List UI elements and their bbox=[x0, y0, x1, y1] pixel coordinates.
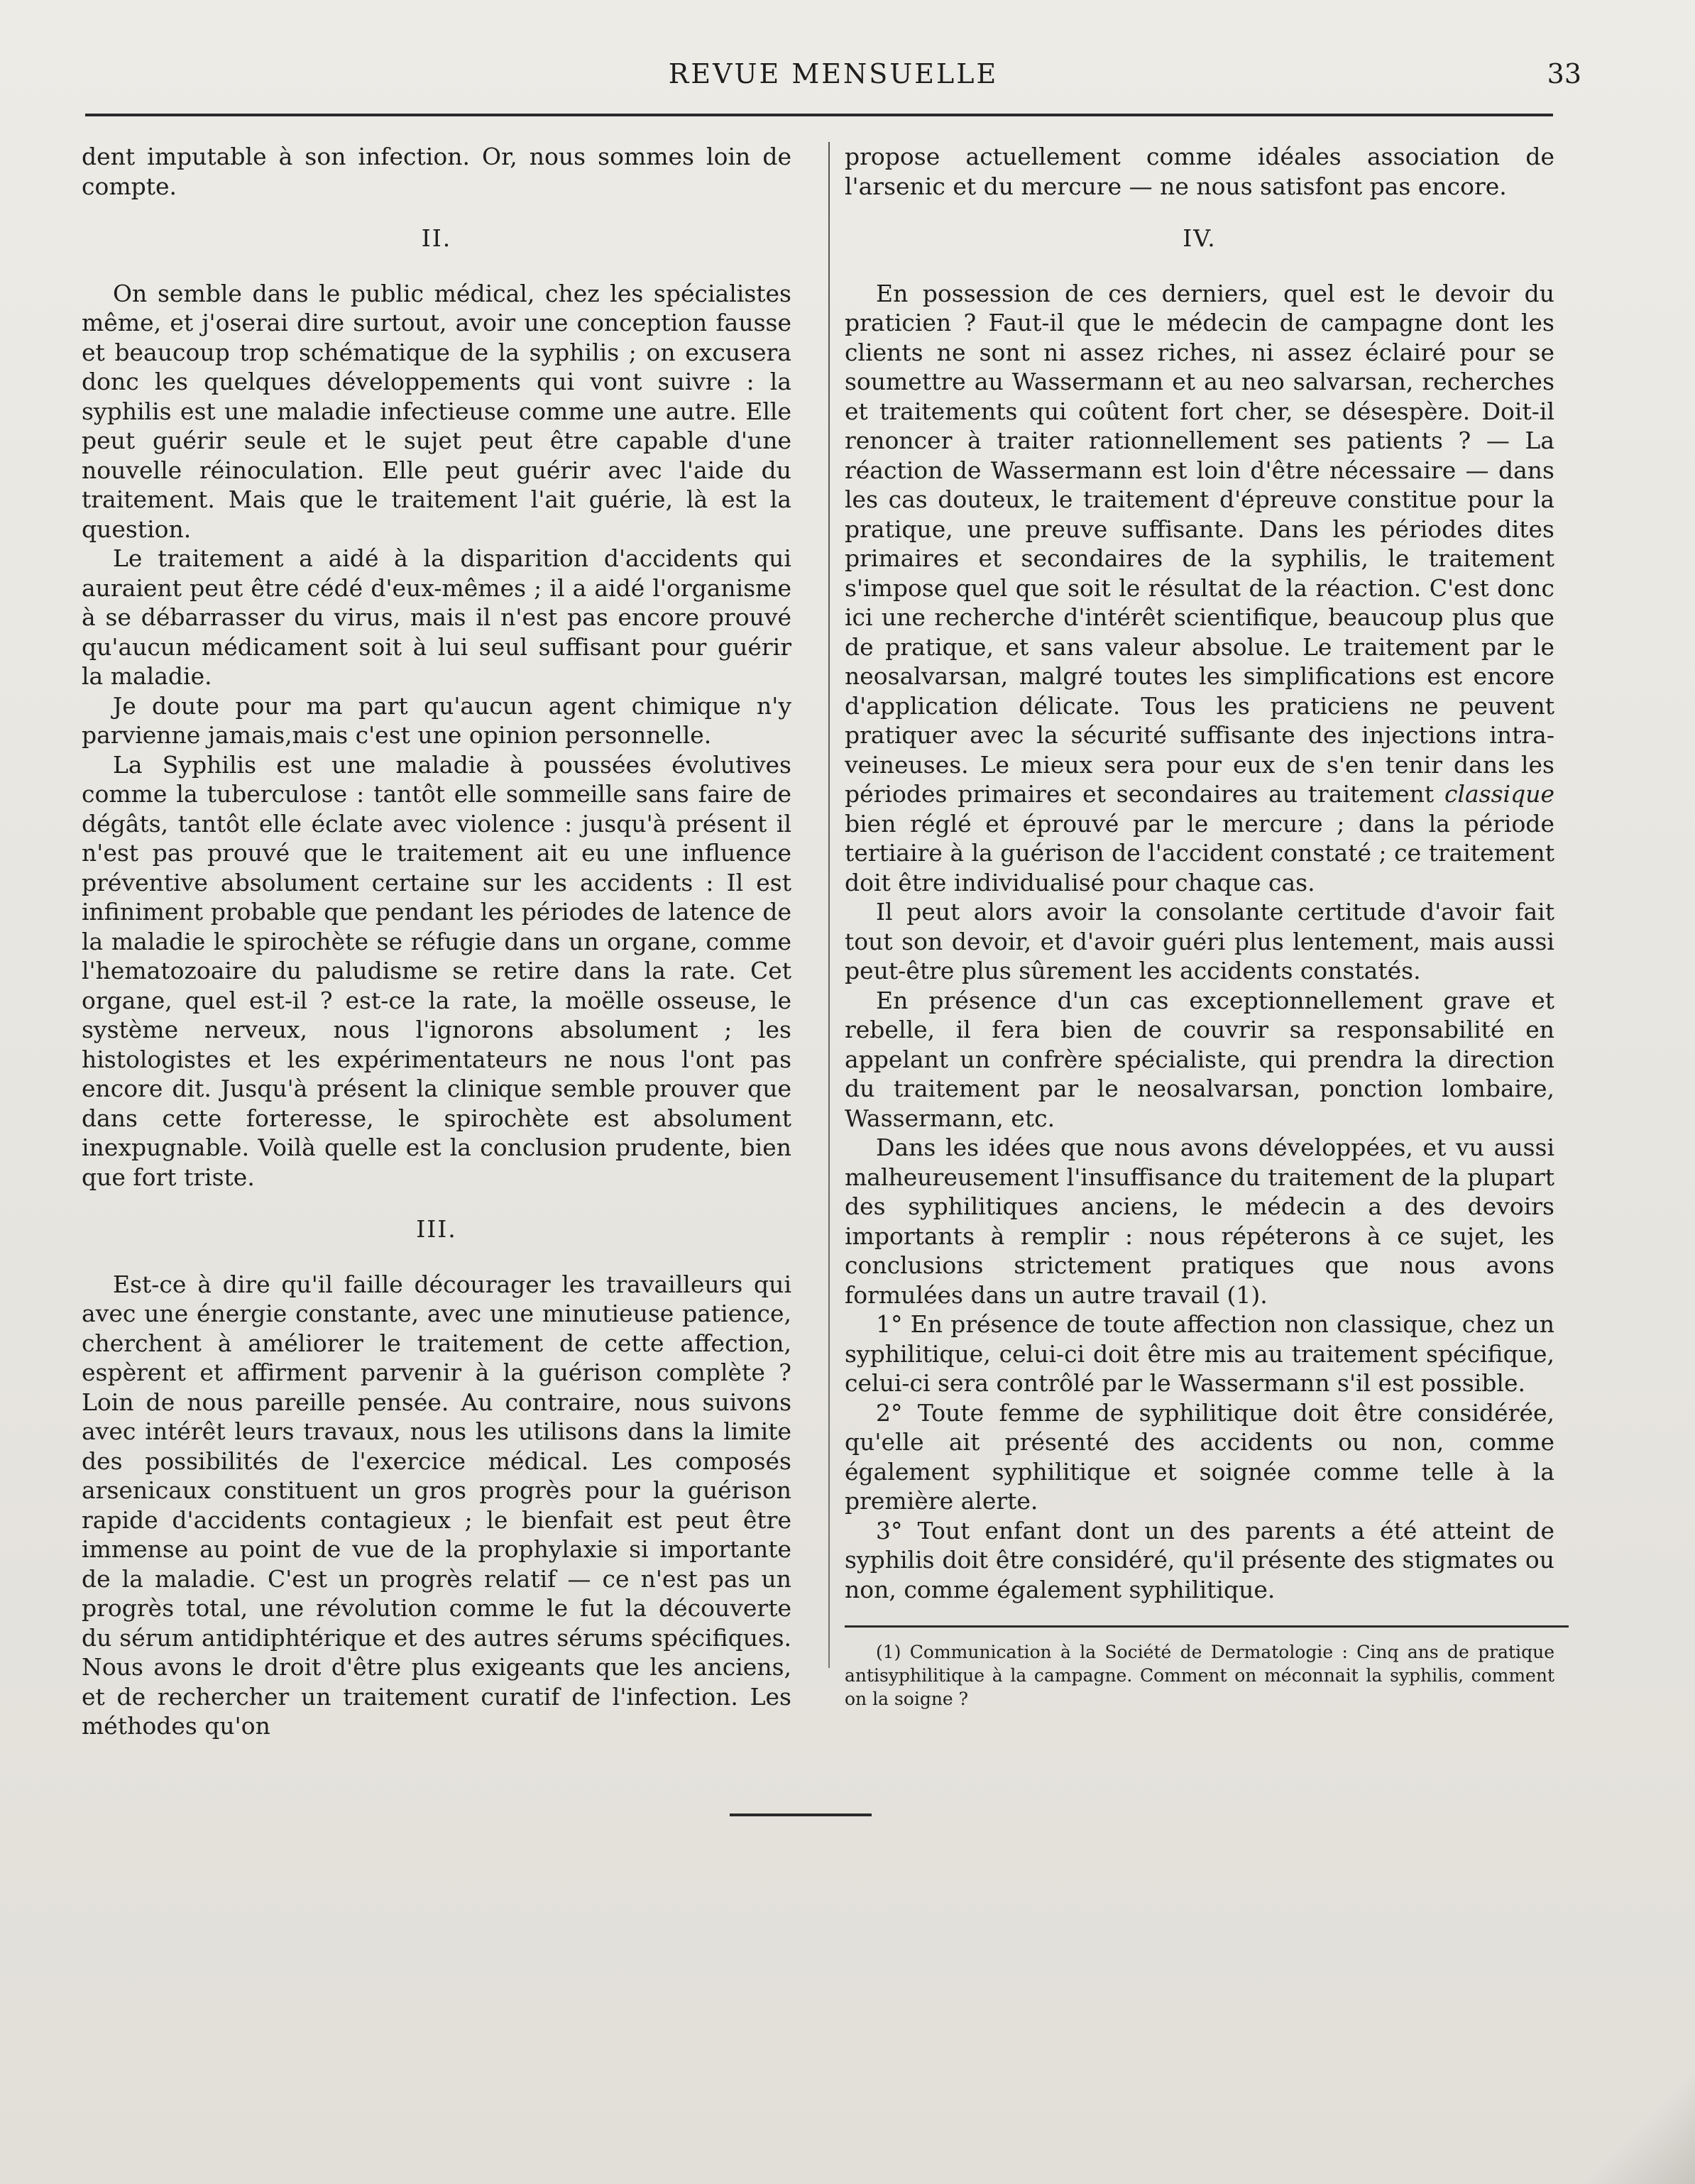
section-heading: II. bbox=[421, 224, 452, 252]
italic-word: classique bbox=[1444, 780, 1554, 808]
list-item: 3° Tout enfant dont un des parents a été atteint de syphilis doit être considéré, qu'il présente des stigmates ou non, comme également syphilitique. bbox=[845, 1516, 1554, 1603]
column-divider bbox=[828, 142, 830, 1668]
section-heading: IV. bbox=[1183, 224, 1217, 252]
left-column bbox=[82, 142, 791, 1741]
paragraph: En présence d'un cas exceptionnellement grave et rebelle, il fera bien de couvrir sa responsabilité en appelant un confrère spécialiste, qui prendra la direction du traitement par le neosalvarsan, ponction lombaire, Wassermann, etc. bbox=[845, 986, 1554, 1132]
footnote-rule bbox=[845, 1625, 1569, 1628]
paragraph: Il peut alors avoir la consolante certitude d'avoir fait tout son devoir, et d'avoir guéri plus lentement, mais aussi peut-être plus sûrement les accidents constatés. bbox=[845, 898, 1554, 984]
journal-title: REVUE MENSUELLE bbox=[668, 58, 999, 89]
paragraph: Le traitement a aidé à la disparition d'accidents qui auraient peut être cédé d'eux-mêmes ; il a aidé l'organisme à se débarrasser du virus, mais il n'est pas encore prouvé qu'aucun médicament soit à lui seul suffisant pour guérir la maladie. bbox=[82, 544, 791, 690]
paragraph: Est-ce à dire qu'il faille décourager les travailleurs qui avec une énergie constante, avec une minutieuse patience, cherchent à améliorer le traitement de cette affection, espèrent et affirment parvenir à la guérison complète ? Loin de nous pareille pensée. Au contraire, nous suivons avec intérêt leurs travaux, nous les utilisons dans la limite des possibilités de l'exercice médical. Les composés arsenicaux constituent un gros progrès pour la guérison rapide d'accidents contagieux ; le bienfait est peut être immense au point de vue de la prophylaxie si importante de la maladie. C'est un progrès relatif — ce n'est pas un progrès total, une révolution comme le fut la découverte du sérum antidiphtérique et des autres sérums spécifiques. Nous avons le droit d'être plus exigeants que les anciens, et de rechercher un traitement curatif de l'infection. Les méthodes qu'on bbox=[82, 1270, 791, 1740]
section-heading: III. bbox=[416, 1215, 457, 1243]
paragraph: dent imputable à son infection. Or, nous sommes loin de compte. bbox=[82, 143, 791, 200]
page-corner-shadow bbox=[1567, 2056, 1695, 2184]
paragraph: propose actuellement comme idéales association de l'arsenic et du mercure — ne nous satisfont pas encore. bbox=[845, 143, 1554, 200]
paragraph: Dans les idées que nous avons développées, et vu aussi malheureusement l'insuffisance du traitement de la plupart des syphilitiques anciens, le médecin a des devoirs importants à remplir : nous répéterons à ce sujet, les conclusions strictement pratiques que nous avons formulées dans un autre travail (1). bbox=[845, 1134, 1554, 1309]
list-item: 2° Toute femme de syphilitique doit être considérée, qu'elle ait présenté des accidents ou non, comme également syphilitique et soignée comme telle à la première alerte. bbox=[845, 1398, 1554, 1515]
paragraph: La Syphilis est une maladie à poussées évolutives comme la tuberculose : tantôt elle sommeille sans faire de dégâts, tantôt elle éclate avec violence : jusqu'à présent il n'est pas prouvé que le traitement ait eu une influence préventive absolument certaine sur les accidents : Il est infiniment probable que pendant les périodes de latence de la maladie le spirochète se réfugie dans un organe, comme l'hematozoaire du paludisme se retire dans la rate. Cet organe, quel est-il ? est-ce la rate, la moëlle osseuse, le système nerveux, nous l'ignorons absolument ; les histologistes et les expérimentateurs ne nous l'ont pas encore dit. Jusqu'à présent la clinique semble prouver que dans cette forteresse, le spirochète est absolument inexpugnable. Voilà quelle est la conclusion prudente, bien que fort triste. bbox=[82, 750, 791, 1191]
list-item: 1° En présence de toute affection non classique, chez un syphilitique, celui-ci doit être mis au traitement spécifique, celui-ci sera contrôlé par le Wassermann s'il est possible. bbox=[845, 1310, 1554, 1397]
paragraph: On semble dans le public médical, chez les spécialistes même, et j'oserai dire surtout, avoir une conception fausse et beaucoup trop schématique de la syphilis ; on excusera donc les quelques développements qui vont suivre : la syphilis est une maladie infectieuse comme une autre. Elle peut guérir seule et le sujet peut être capable d'une nouvelle réinoculation. Elle peut guérir avec l'aide du traitement. Mais que le traitement l'ait guérie, là est la question. bbox=[82, 279, 791, 543]
page-number: 33 bbox=[1547, 58, 1581, 89]
paragraph-text: bien réglé et éprouvé par le mercure ; dans la période tertiaire à la guérison de l'accident constaté ; ce traitement doit être individualisé pour chaque cas. bbox=[845, 809, 1554, 896]
right-column bbox=[845, 142, 1554, 1711]
running-header bbox=[85, 58, 1581, 94]
paragraph: Je doute pour ma part qu'aucun agent chimique n'y parvienne jamais,mais c'est une opinion personnelle. bbox=[82, 691, 791, 749]
footnote: (1) Communication à la Société de Dermatologie : Cinq ans de pratique antisyphilitique à la campagne. Comment on méconnait la syphilis, comment on la soigne ? bbox=[845, 1642, 1554, 1709]
header-rule bbox=[85, 114, 1553, 116]
paragraph-text: En possession de ces derniers, quel est le devoir du praticien ? Faut-il que le médecin de campagne dont les clients ne sont ni assez riches, ni assez éclairé pour se soumettre au Wassermann et au neo salvarsan, recherches et traitements qui coûtent fort cher, se désespère. Doit-il renoncer à traiter rationnellement ses patients ? — La réaction de Wassermann est loin d'être nécessaire — dans les cas douteux, le traitement d'épreuve constitue pour la pratique, une preuve suffisante. Dans les périodes dites primaires et secondaires de la syphilis, le traitement s'impose quel que soit le résultat de la réaction. C'est donc ici une recherche d'intérêt scientifique, beaucoup plus que de pratique, et sans valeur absolue. Le traitement par le neosalvarsan, malgré toutes les simplifications est encore d'application délicate. Tous les praticiens ne peuvent pratiquer avec la sécurité suffisante des injections intra-veineuses. Le mieux sera pour eux de s'en tenir dans les périodes primaires et secondaires au traitement bbox=[845, 279, 1554, 808]
paragraph bbox=[845, 279, 1554, 898]
end-rule bbox=[730, 1813, 872, 1816]
